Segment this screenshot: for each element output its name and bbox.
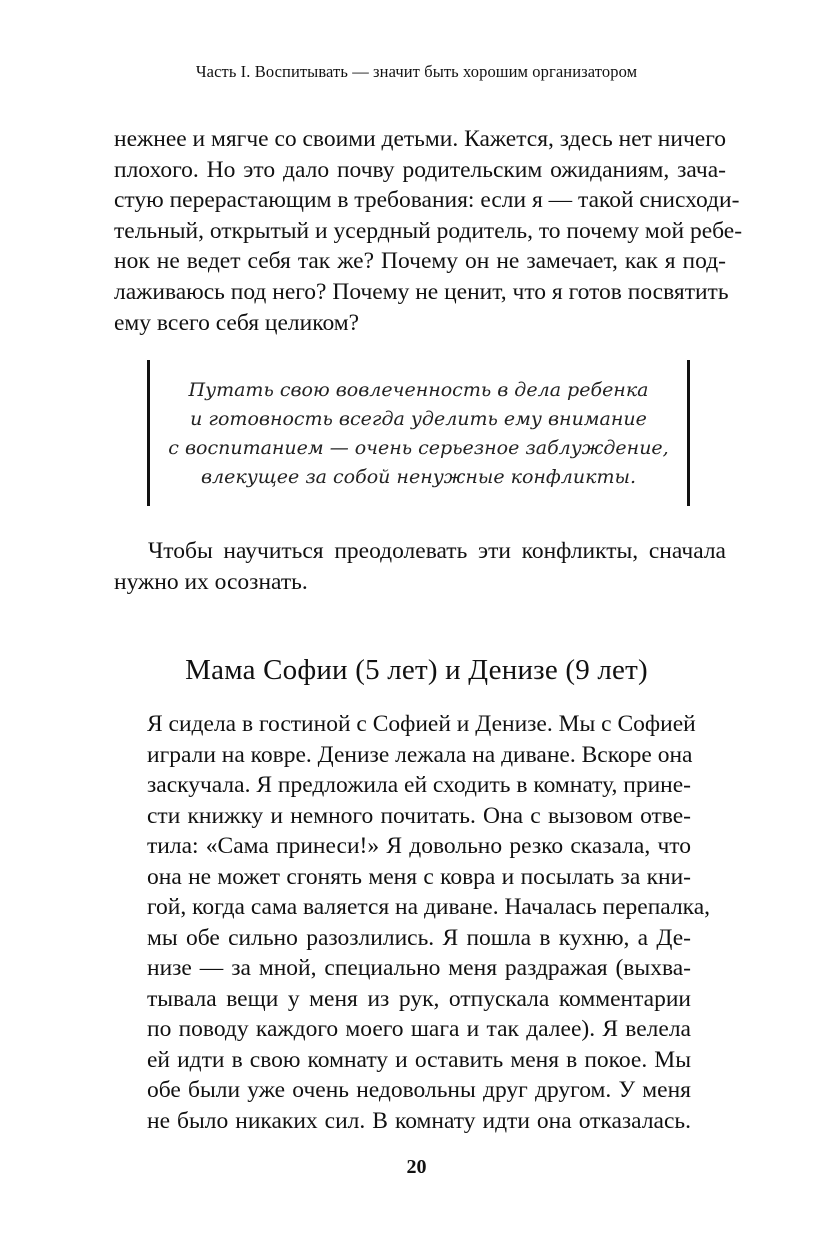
section-heading: Мама Софии (5 лет) и Денизе (9 лет) [185, 654, 648, 686]
running-head: Часть I. Воспитывать — значит быть хорошим организатором [195, 62, 638, 81]
pull-quote [147, 360, 690, 506]
text-line: тывала вещи у меня из рук, отпускала комментарии [147, 985, 691, 1012]
quote-line: Путать свою вовлеченность в дела ребенка [188, 379, 649, 401]
text-line: не было никаких сил. В комнату идти она отказалась. [147, 1107, 691, 1134]
text-line: лаживаюсь под него? Почему не ценит, что я готов посвятить [114, 278, 729, 305]
quote-line: с воспитанием — очень серьезное заблуждение, [168, 437, 669, 459]
text-line: низе — за мной, специально меня раздражая (выхва- [147, 955, 691, 981]
text-line: играли на ковре. Денизе лежала на диване. Вскоре она [147, 741, 693, 768]
text-line: тила: «Сама принеси!» Я довольно резко сказала, что [147, 833, 691, 859]
intro-paragraph [114, 124, 743, 338]
text-line: обе были уже очень недовольны друг другом. У меня [147, 1077, 691, 1103]
text-line: она не может сгонять меня с ковра и посылать за кни- [147, 863, 691, 890]
text-line: Я сидела в гостиной с Софией и Денизе. Мы с Софией [147, 711, 696, 737]
quote-line: и готовность всегда уделить ему внимание [190, 408, 647, 430]
text-line: заскучала. Я предложила ей сходить в комнату, прине- [147, 772, 691, 798]
transition-paragraph [114, 536, 726, 597]
quote-line: влекущее за собой ненужные конфликты. [201, 466, 636, 488]
text-line: Чтобы научиться преодолевать эти конфликты, сначала [148, 538, 726, 564]
text-line: сти книжку и немного почитать. Она с вызовом отве- [147, 802, 691, 829]
page-number: 20 [406, 1156, 427, 1178]
story-paragraph [147, 709, 711, 1136]
text-line: плохого. Но это дало почву родительским ожиданиям, зача- [114, 156, 726, 183]
text-line: нужно их осознать. [114, 568, 308, 595]
text-line: гой, когда сама валяется на диване. Началась перепалка, [147, 894, 711, 920]
text-line: нок не ведет себя так же? Почему он не замечает, как я под- [114, 248, 726, 275]
text-line: тельный, открытый и усердный родитель, то почему мой ребе- [114, 217, 743, 244]
text-line: нежнее и мягче со своими детьми. Кажется, здесь нет ничего [114, 126, 726, 152]
text-line: мы обе сильно разозлились. Я пошла в кухню, а Де- [147, 924, 691, 951]
text-line: ему всего себя целиком? [114, 309, 360, 336]
text-line: по поводу каждого моего шага и так далее). Я велела [147, 1016, 691, 1042]
text-line: ей идти в свою комнату и оставить меня в покое. Мы [147, 1046, 691, 1073]
text-line: стую перерастающим в требования: если я — такой снисходи- [114, 187, 740, 214]
